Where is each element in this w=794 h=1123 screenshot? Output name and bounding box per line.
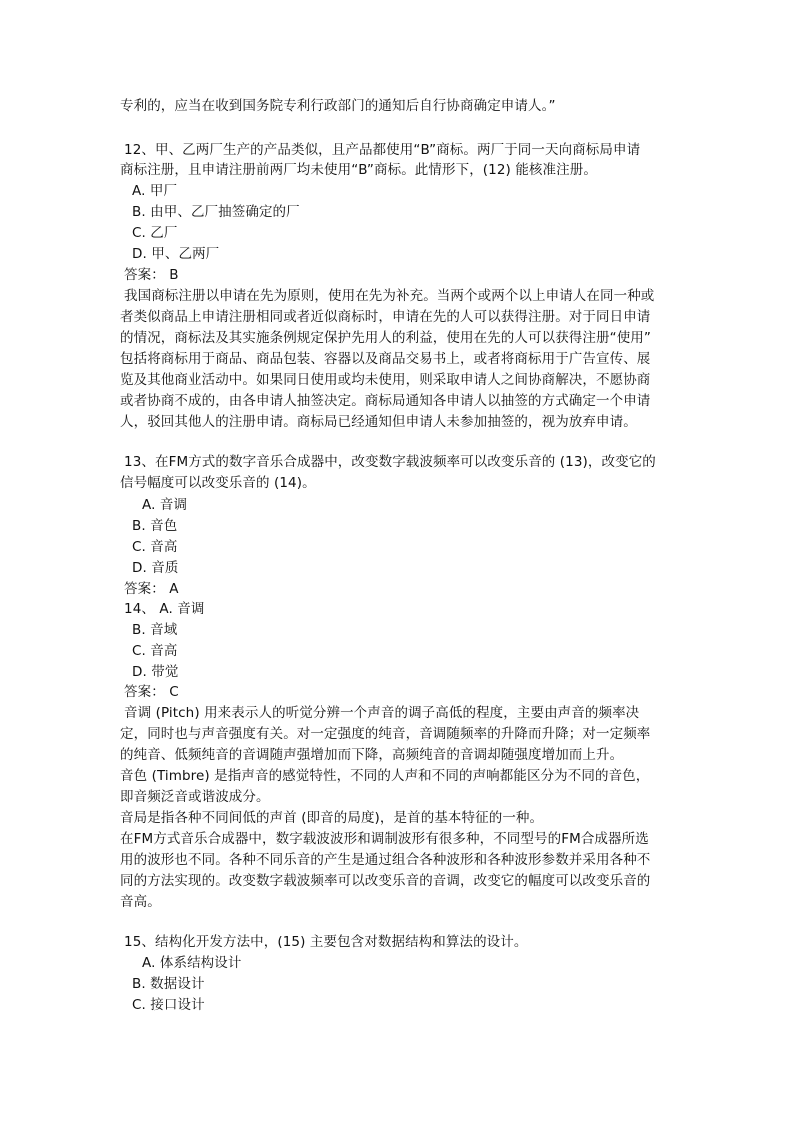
q12-explanation-line: 我国商标注册以申请在先为原则，使用在先为补充。当两个或两个以上申请人在同一种或 (124, 288, 655, 304)
q15-option-b: B. 数据设计 (132, 976, 205, 992)
q12-option-c: C. 乙厂 (132, 225, 178, 241)
q12-explanation-line: 的情况，商标法及其实施条例规定保护先用人的利益，使用在先的人可以获得注册“使用” (120, 330, 651, 346)
q13-option-c: C. 音高 (132, 539, 178, 555)
q12-explanation-line: 包括将商标用于商品、商品包装、容器以及商品交易书上，或者将商标用于广告宣传、展 (120, 351, 651, 367)
q14-explanation-line: 即音频泛音或谐波成分。 (120, 789, 270, 805)
q13-answer: 答案： A (124, 581, 179, 597)
q14-explanation-line: 在FM方式音乐合成器中，数字载波波形和调制波形有很多种，不同型号的FM合成器所选 (120, 831, 649, 847)
q14-explanation-line: 音高。 (120, 894, 161, 910)
q12-question-line1: 12、甲、乙两厂生产的产品类似，且产品都使用“B”商标。两厂于同一天向商标局申请 (124, 142, 641, 158)
q15-option-c: C. 接口设计 (132, 997, 205, 1013)
q12-option-a: A. 甲厂 (132, 183, 178, 199)
q15-question-line1: 15、结构化开发方法中，(15) 主要包含对数据结构和算法的设计。 (124, 934, 528, 950)
q12-explanation-line: 或者协商不成的，由各申请人抽签决定。商标局通知各申请人以抽签的方式确定一个申请 (120, 393, 651, 409)
q12-explanation-line: 览及其他商业活动中。如果同日使用或均未使用，则采取申请人之间协商解决，不愿协商 (120, 372, 651, 388)
q12-question-line2: 商标注册，且申请注册前两厂均未使用“B”商标。此情形下，(12) 能核准注册。 (120, 162, 597, 178)
q13-question-line1: 13、在FM方式的数字音乐合成器中，改变数字载波频率可以改变乐音的 (13)，改变它的 (124, 454, 656, 470)
intro-line: 专利的，应当在收到国务院专利行政部门的通知后自行协商确定申请人。” (120, 98, 556, 114)
q12-explanation-line: 人，驳回其他人的注册申请。商标局已经通知但申请人未参加抽签的，视为放弃申请。 (120, 414, 637, 430)
q14-explanation-line: 的纯音、低频纯音的音调随声强增加而下降，高频纯音的音调却随强度增加而上升。 (120, 747, 624, 763)
q14-option-b: B. 音域 (132, 622, 178, 638)
q12-option-d: D. 甲、乙两厂 (132, 246, 220, 262)
q14-explanation-line: 定，同时也与声音强度有关。对一定强度的纯音，音调随频率的升降而升降；对一定频率 (120, 726, 651, 742)
q14-option-c: C. 音高 (132, 643, 178, 659)
q14-option-a: 14、 A. 音调 (124, 601, 205, 617)
q12-option-b: B. 由甲、乙厂抽签确定的厂 (132, 204, 300, 220)
q14-explanation-line: 同的方法实现的。改变数字载波频率可以改变乐音的音调，改变它的幅度可以改变乐音的 (120, 873, 651, 889)
q12-answer: 答案： B (124, 267, 179, 283)
q14-explanation-line: 音局是指各种不同间低的声首 (即音的局度)，是首的基本特征的一种。 (120, 810, 544, 826)
q13-option-d: D. 音质 (132, 560, 179, 576)
q12-explanation-line: 者类似商品上申请注册相同或者近似商标时，申请在先的人可以获得注册。对于同日申请 (120, 309, 651, 325)
q14-answer: 答案： C (124, 684, 179, 700)
q15-option-a: A. 体系结构设计 (142, 955, 242, 971)
q14-explanation-line: 音调 (Pitch) 用来表示人的听觉分辨一个声音的调子高低的程度，主要由声音的频率决 (124, 705, 640, 721)
q14-option-d: D. 带觉 (132, 664, 179, 680)
q14-explanation-line: 用的波形也不同。各种不同乐音的产生是通过组合各种波形和各种波形参数并采用各种不 (120, 852, 651, 868)
q13-option-b: B. 音色 (132, 518, 178, 534)
q14-explanation-line: 音色 (Timbre) 是指声音的感觉特性，不同的人声和不同的声响都能区分为不同的音色， (120, 768, 650, 784)
q13-option-a: A. 音调 (142, 497, 188, 513)
q13-question-line2: 信号幅度可以改变乐音的 (14)。 (120, 475, 316, 491)
